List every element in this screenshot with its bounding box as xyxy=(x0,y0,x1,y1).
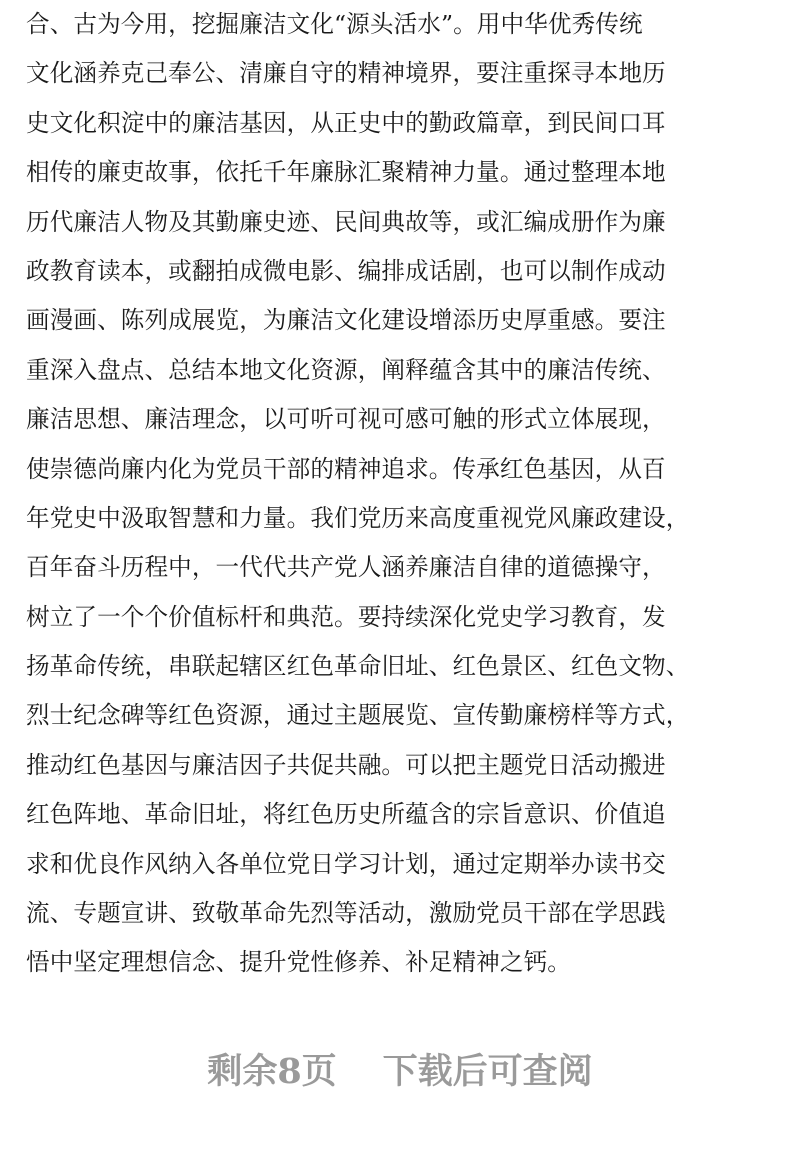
text-line: 扬革命传统，串联起辖区红色革命旧址、红色景区、红色文物、 xyxy=(26,652,690,681)
text-line: 重深入盘点、总结本地文化资源，阐释蕴含其中的廉洁传统、 xyxy=(26,355,666,384)
text-line: 政教育读本，或翻拍成微电影、编排成话剧，也可以制作成动 xyxy=(26,256,666,285)
remaining-pages-label: 剩余8页 xyxy=(207,1051,337,1092)
text-line: 树立了一个个价值标杆和典范。要持续深化党史学习教育，发 xyxy=(26,602,666,631)
text-line: 求和优良作风纳入各单位党日学习计划，通过定期举办读书交 xyxy=(26,849,666,878)
text-line: 推动红色基因与廉洁因子共促共融。可以把主题党日活动搬进 xyxy=(26,750,666,779)
text-line: 历代廉洁人物及其勤廉史迹、民间典故等，或汇编成册作为廉 xyxy=(26,207,666,236)
text-line: 史文化积淀中的廉洁基因，从正史中的勤政篇章，到民间口耳 xyxy=(26,108,666,137)
download-prompt[interactable] xyxy=(0,1042,800,1102)
text-line: 相传的廉吏故事，依托千年廉脉汇聚精神力量。通过整理本地 xyxy=(26,158,666,187)
body-text xyxy=(26,0,776,988)
text-line: 使崇德尚廉内化为党员干部的精神追求。传承红色基因，从百 xyxy=(26,454,666,483)
text-line: 廉洁思想、廉洁理念，以可听可视可感可触的形式立体展现， xyxy=(26,405,666,434)
text-line: 悟中坚定理想信念、提升党性修养、补足精神之钙。 xyxy=(26,948,571,977)
text-line: 画漫画、陈列成展览，为廉洁文化建设增添历史厚重感。要注 xyxy=(26,306,666,335)
download-hint-label: 下载后可查阅 xyxy=(382,1051,593,1092)
text-line: 百年奋斗历程中，一代代共产党人涵养廉洁自律的道德操守， xyxy=(26,553,666,582)
text-line: 合、古为今用，挖掘廉洁文化“源头活水”。用中华优秀传统 xyxy=(26,10,643,38)
text-line: 烈士纪念碑等红色资源，通过主题展览、宣传勤廉榜样等方式， xyxy=(26,701,690,730)
text-line: 流、专题宣讲、致敬革命先烈等活动，激励党员干部在学思践 xyxy=(26,899,666,928)
text-line: 文化涵养克己奉公、清廉自守的精神境界，要注重探寻本地历 xyxy=(26,59,666,88)
text-line: 红色阵地、革命旧址，将红色历史所蕴含的宗旨意识、价值追 xyxy=(26,800,666,829)
text-line: 年党史中汲取智慧和力量。我们党历来高度重视党风廉政建设， xyxy=(26,503,690,532)
